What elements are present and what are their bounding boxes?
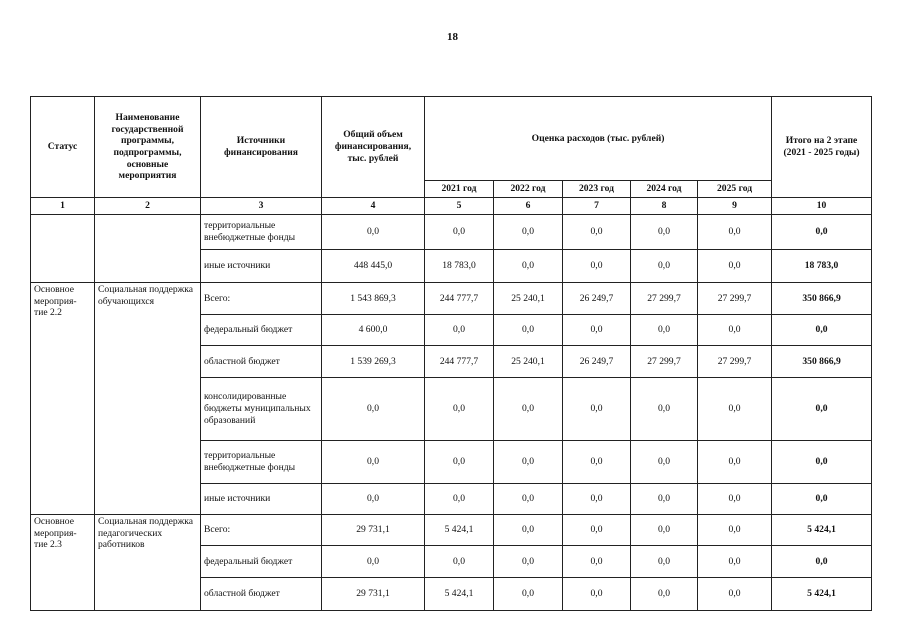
- source-cell: федеральный бюджет: [201, 546, 322, 578]
- stage-total-cell: 0,0: [772, 315, 872, 346]
- stage-total-cell: 0,0: [772, 546, 872, 578]
- year-value-cell: 0,0: [698, 546, 772, 578]
- column-number: 4: [322, 198, 425, 215]
- source-cell: областной бюджет: [201, 578, 322, 611]
- year-value-cell: 0,0: [631, 578, 698, 611]
- year-value-cell: 0,0: [631, 250, 698, 283]
- year-value-cell: 0,0: [698, 441, 772, 484]
- measure-name-cell: Социальная поддержка педагогических работников: [95, 515, 201, 611]
- year-value-cell: 0,0: [698, 315, 772, 346]
- stage-total-cell: 18 783,0: [772, 250, 872, 283]
- total-volume-cell: 0,0: [322, 378, 425, 441]
- source-cell: территориальные внебюджетные фонды: [201, 215, 322, 250]
- stage-total-cell: 0,0: [772, 215, 872, 250]
- header-sources: Источники финансирования: [201, 97, 322, 198]
- source-cell: иные источники: [201, 250, 322, 283]
- header-year: 2024 год: [631, 181, 698, 198]
- measure-name-cell: Социальная поддержка обучающихся: [95, 283, 201, 515]
- year-value-cell: 0,0: [563, 215, 631, 250]
- year-value-cell: 0,0: [494, 515, 563, 546]
- year-value-cell: 27 299,7: [631, 283, 698, 315]
- year-value-cell: 5 424,1: [425, 578, 494, 611]
- total-volume-cell: 4 600,0: [322, 315, 425, 346]
- year-value-cell: 27 299,7: [698, 283, 772, 315]
- column-number: 2: [95, 198, 201, 215]
- page-number: 18: [447, 31, 458, 43]
- year-value-cell: 0,0: [631, 515, 698, 546]
- stage-total-cell: 5 424,1: [772, 515, 872, 546]
- year-value-cell: 25 240,1: [494, 346, 563, 378]
- year-value-cell: 244 777,7: [425, 346, 494, 378]
- stage-total-cell: 5 424,1: [772, 578, 872, 611]
- measure-name-cell: [95, 215, 201, 283]
- year-value-cell: 0,0: [563, 315, 631, 346]
- source-cell: федеральный бюджет: [201, 315, 322, 346]
- year-value-cell: 0,0: [563, 378, 631, 441]
- year-value-cell: 0,0: [563, 484, 631, 515]
- total-volume-cell: 0,0: [322, 484, 425, 515]
- year-value-cell: 0,0: [563, 546, 631, 578]
- column-number: 9: [698, 198, 772, 215]
- year-value-cell: 0,0: [494, 546, 563, 578]
- year-value-cell: 0,0: [494, 378, 563, 441]
- year-value-cell: 0,0: [698, 215, 772, 250]
- year-value-cell: 26 249,7: [563, 346, 631, 378]
- financing-table: [30, 96, 872, 611]
- header-year: 2023 год: [563, 181, 631, 198]
- column-number: 5: [425, 198, 494, 215]
- column-number: 6: [494, 198, 563, 215]
- year-value-cell: 0,0: [494, 215, 563, 250]
- source-cell: Всего:: [201, 515, 322, 546]
- year-value-cell: 0,0: [563, 578, 631, 611]
- header-status: Статус: [31, 97, 95, 198]
- year-value-cell: 0,0: [631, 484, 698, 515]
- table-row: [31, 283, 872, 315]
- year-value-cell: 0,0: [425, 215, 494, 250]
- stage-total-cell: 0,0: [772, 484, 872, 515]
- source-cell: областной бюджет: [201, 346, 322, 378]
- total-volume-cell: 1 543 869,3: [322, 283, 425, 315]
- status-cell: Основное мероприя- тие 2.2: [31, 283, 95, 515]
- column-number: 10: [772, 198, 872, 215]
- total-volume-cell: 0,0: [322, 215, 425, 250]
- year-value-cell: 27 299,7: [631, 346, 698, 378]
- year-value-cell: 0,0: [425, 441, 494, 484]
- header-stage-total: Итого на 2 этапе (2021 - 2025 годы): [772, 97, 872, 198]
- year-value-cell: 26 249,7: [563, 283, 631, 315]
- year-value-cell: 0,0: [425, 484, 494, 515]
- year-value-cell: 0,0: [698, 515, 772, 546]
- year-value-cell: 0,0: [494, 578, 563, 611]
- stage-total-cell: 350 866,9: [772, 283, 872, 315]
- column-number: 7: [563, 198, 631, 215]
- year-value-cell: 27 299,7: [698, 346, 772, 378]
- table-row: [31, 515, 872, 546]
- total-volume-cell: 1 539 269,3: [322, 346, 425, 378]
- total-volume-cell: 448 445,0: [322, 250, 425, 283]
- total-volume-cell: 29 731,1: [322, 515, 425, 546]
- year-value-cell: 0,0: [425, 378, 494, 441]
- table-row: [31, 215, 872, 250]
- year-value-cell: 5 424,1: [425, 515, 494, 546]
- column-number: 3: [201, 198, 322, 215]
- total-volume-cell: 29 731,1: [322, 578, 425, 611]
- column-numbers-row: [31, 198, 872, 215]
- year-value-cell: 0,0: [563, 515, 631, 546]
- header-total-volume: Общий объем финансирования, тыс. рублей: [322, 97, 425, 198]
- status-cell: Основное мероприя- тие 2.3: [31, 515, 95, 611]
- source-cell: Всего:: [201, 283, 322, 315]
- year-value-cell: 0,0: [494, 484, 563, 515]
- header-name: Наименование государственной программы, подпрограммы, основные мероприятия: [95, 97, 201, 198]
- year-value-cell: 25 240,1: [494, 283, 563, 315]
- year-value-cell: 0,0: [698, 578, 772, 611]
- total-volume-cell: 0,0: [322, 546, 425, 578]
- header-year: 2022 год: [494, 181, 563, 198]
- stage-total-cell: 0,0: [772, 378, 872, 441]
- year-value-cell: 0,0: [698, 378, 772, 441]
- year-value-cell: 0,0: [494, 315, 563, 346]
- year-value-cell: 18 783,0: [425, 250, 494, 283]
- year-value-cell: 0,0: [698, 250, 772, 283]
- year-value-cell: 244 777,7: [425, 283, 494, 315]
- year-value-cell: 0,0: [631, 441, 698, 484]
- year-value-cell: 0,0: [631, 315, 698, 346]
- year-value-cell: 0,0: [631, 215, 698, 250]
- year-value-cell: 0,0: [425, 546, 494, 578]
- stage-total-cell: 0,0: [772, 441, 872, 484]
- source-cell: консолидированные бюджеты муниципальных образований: [201, 378, 322, 441]
- stage-total-cell: 350 866,9: [772, 346, 872, 378]
- source-cell: иные источники: [201, 484, 322, 515]
- column-number: 8: [631, 198, 698, 215]
- header-year: 2025 год: [698, 181, 772, 198]
- year-value-cell: 0,0: [698, 484, 772, 515]
- year-value-cell: 0,0: [563, 250, 631, 283]
- status-cell: [31, 215, 95, 283]
- column-number: 1: [31, 198, 95, 215]
- year-value-cell: 0,0: [563, 441, 631, 484]
- year-value-cell: 0,0: [494, 250, 563, 283]
- year-value-cell: 0,0: [425, 315, 494, 346]
- year-value-cell: 0,0: [494, 441, 563, 484]
- total-volume-cell: 0,0: [322, 441, 425, 484]
- year-value-cell: 0,0: [631, 378, 698, 441]
- source-cell: территориальные внебюджетные фонды: [201, 441, 322, 484]
- header-year: 2021 год: [425, 181, 494, 198]
- header-estimate: Оценка расходов (тыс. рублей): [425, 97, 772, 181]
- year-value-cell: 0,0: [631, 546, 698, 578]
